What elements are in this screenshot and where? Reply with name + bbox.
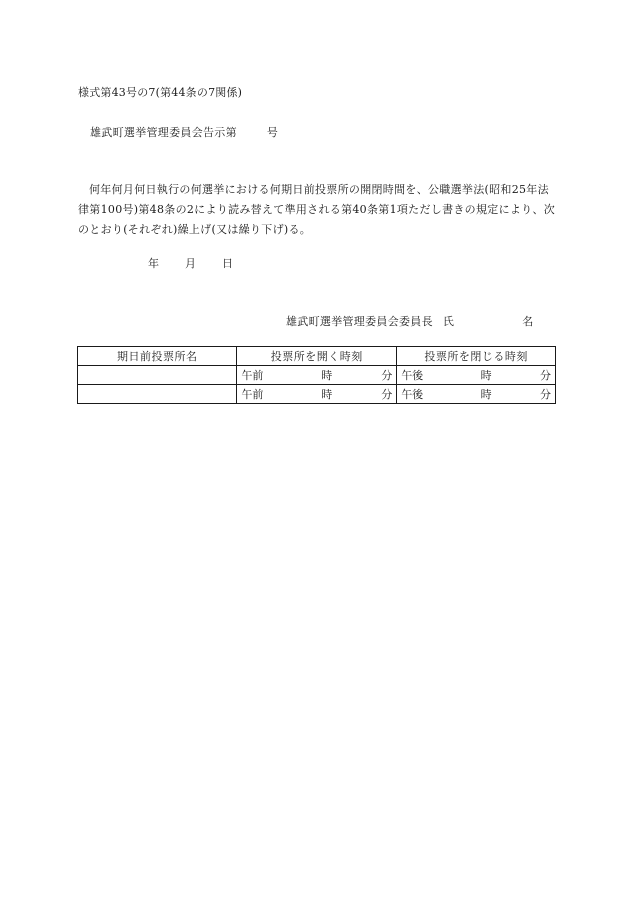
polling-hours-table (77, 346, 556, 404)
notice-body-text: 何年何月何日執行の何選挙における何期日前投票所の開閉時間を、公職選挙法(昭和25年法律第100号)第48条の2により読み替えて準用される第40条第1項ただし書きの規定により、次のとおり(それぞれ)繰上げ(又は繰り下げ)る。 (78, 183, 556, 236)
open-time-cell (237, 366, 397, 385)
notice-title (90, 124, 278, 140)
header-station-name: 期日前投票所名 (78, 347, 237, 366)
open-hour-label: 時 (321, 369, 333, 382)
close-time-cell (397, 366, 556, 385)
close-ampm: 午後 (401, 369, 424, 382)
header-open-time: 投票所を開く時刻 (237, 347, 397, 366)
table-row (78, 366, 556, 385)
open-time-cell (237, 385, 397, 404)
station-name-cell (78, 385, 237, 404)
date-line (148, 255, 233, 271)
chair-name-mei: 名 (522, 315, 534, 328)
notice-title-prefix: 雄武町選挙管理委員会告示第 (90, 126, 237, 139)
close-hour-label: 時 (480, 388, 492, 401)
table-header-row (78, 347, 556, 366)
table-row (78, 385, 556, 404)
date-day: 日 (222, 257, 233, 270)
chair-title: 雄武町選挙管理委員会委員長 (286, 315, 433, 328)
date-year: 年 (148, 257, 159, 270)
header-close-time: 投票所を閉じる時刻 (397, 347, 556, 366)
open-ampm: 午前 (241, 388, 264, 401)
open-ampm: 午前 (241, 369, 264, 382)
station-name-cell (78, 366, 237, 385)
close-ampm: 午後 (401, 388, 424, 401)
open-hour-label: 時 (321, 388, 333, 401)
close-minute-label: 分 (540, 388, 551, 401)
close-minute-label: 分 (540, 369, 551, 382)
date-month: 月 (185, 257, 196, 270)
chair-signature-line (286, 313, 534, 329)
close-time-cell (397, 385, 556, 404)
open-minute-label: 分 (381, 369, 393, 382)
open-minute-label: 分 (381, 388, 393, 401)
notice-title-suffix: 号 (266, 126, 279, 139)
close-hour-label: 時 (480, 369, 492, 382)
chair-name-shi: 氏 (442, 315, 455, 328)
form-number: 様式第43号の7(第44条の7関係) (78, 86, 243, 99)
